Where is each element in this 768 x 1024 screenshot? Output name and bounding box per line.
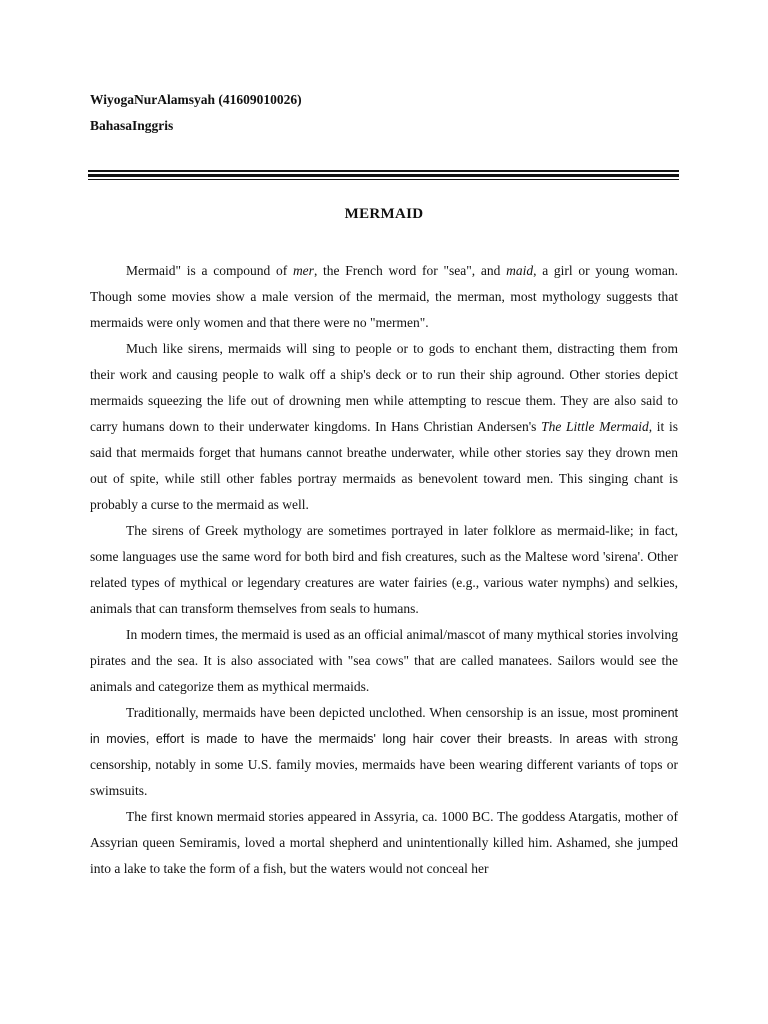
sans-text-run: prominent in movies, effort is made to have the mermaids' long hair cover their breasts. In areas — [90, 706, 678, 746]
text-run: , it is said that mermaids forget that humans cannot breathe underwater, while other stories say they drown men out of spite, while still other fables portray mermaids as benevolent toward men. This singing chant is probably a curse to the mermaid as well. — [90, 419, 678, 512]
author-line: WiyogaNurAlamsyah (41609010026) — [90, 92, 302, 107]
course-line: BahasaInggris — [90, 118, 174, 133]
text-run: , the French word for "sea", and — [313, 263, 507, 278]
text-run: with strong censorship, notably in some U.S. family movies, mermaids have been wearing different variants of tops or swimsuits. — [90, 731, 678, 798]
text-run: Mermaid" is a compound of — [126, 263, 293, 278]
divider-rule — [88, 179, 679, 180]
paragraph-6: The first known mermaid stories appeared in Assyria, ca. 1000 BC. The goddess Atargatis, mother of Assyrian queen Semiramis, loved a mortal shepherd and unintentionally killed him. Ashamed, she jumped into a lake to take the form of a fish, but the waters would not conceal her — [90, 809, 678, 876]
italic-title: The Little Mermaid — [541, 419, 649, 434]
italic-term: mer — [292, 263, 314, 278]
text-run: , a girl or young woman. Though some movies show a male version of the mermaid, the merman, most mythology suggests that mermaids were only women and that there were no "mermen". — [90, 263, 678, 330]
paragraph-5 — [90, 700, 678, 804]
divider-rule — [88, 174, 679, 177]
paragraph-1 — [90, 258, 678, 336]
paragraph-4: In modern times, the mermaid is used as an official animal/mascot of many mythical stories involving pirates and the sea. It is also associated with "sea cows" that are called manatees. Sailors would see the animals and categorize them as mythical mermaids. — [90, 627, 678, 694]
divider-rule — [88, 170, 679, 172]
paragraph-2 — [90, 336, 678, 518]
text-run: Traditionally, mermaids have been depicted unclothed. When censorship is an issue, most — [126, 705, 623, 720]
document-body — [90, 258, 678, 882]
italic-term: maid — [506, 263, 534, 278]
text-run: Much like sirens, mermaids will sing to people or to gods to enchant them, distracting them from their work and causing people to walk off a ship's deck or to run their ship aground. Other stories depict mermaids squeezing the life out of drowning men while attempting to rescue them. They are also said to carry humans down to their underwater kingdoms. In Hans Christian Andersen's — [90, 341, 678, 434]
paragraph-3: The sirens of Greek mythology are sometimes portrayed in later folklore as mermaid-like; in fact, some languages use the same word for both bird and fish creatures, such as the Maltese word 'sirena'. Other related types of mythical or legendary creatures are water fairies (e.g., various water nymphs) and selkies, animals that can transform themselves from seals to humans. — [90, 523, 678, 616]
document-title: MERMAID — [344, 206, 424, 222]
